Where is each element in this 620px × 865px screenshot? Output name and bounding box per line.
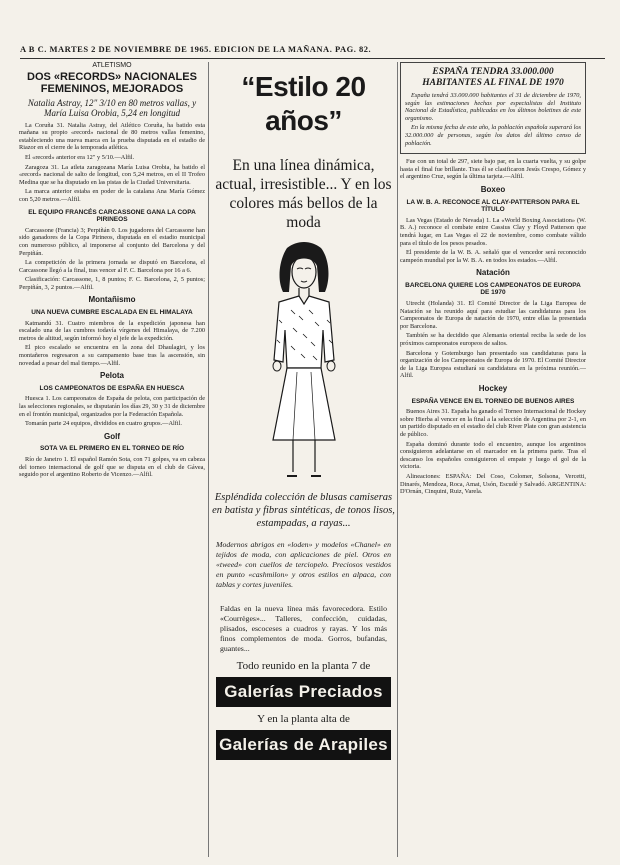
left-column — [19, 62, 205, 862]
natacion-paragraph-2: También se ha decidido que Alemania oriental reciba la sede de los próximos campeonatos europeos de saltos. — [400, 332, 586, 348]
ad-title: “Estilo 20 años” — [241, 71, 366, 136]
zaragoza-paragraph-2: La marca anterior estaba en poder de la catalana Ana María Gómez con 5,20 metros.—Alfil. — [19, 188, 205, 203]
natacion-section-title: Natación — [476, 268, 510, 278]
ad-body-skirts: Faldas en la nueva línea más favorecedora. Estilo «Courrèges»... Talleres, confección, cuidadas, plisados, escoceses a cuadros y rayas. Y los más finos complementos de moda. Gorros, bufandas, guantes... — [220, 604, 387, 653]
page-header: A B C. MARTES 2 DE NOVIEMBRE DE 1965. EDICION DE LA MAÑANA. PAG. 82. — [20, 44, 372, 54]
hockey-paragraph-2: España dominó durante todo el encuentro, aunque los argentinos consiguieron adelantarse en el marcador en la primera parte. Tras el descanso los españoles consiguieron el empate y luego el gol de la victoria. — [400, 440, 586, 471]
population-box-title: ESPAÑA TENDRA 33.000.000 HABITANTES AL FINAL DE 1970 — [422, 67, 564, 88]
natacion-paragraph-3: Barcelona y Gotemburgo han presentado sus candidaturas para la organización de los Campeonatos de Europa de 1970. El Comité Director de la Liga Europea estudiará su candidatura en la próxima reunión.—Alfil. — [400, 349, 586, 380]
montanismo-paragraph-2: El pico escalado se encuentra en la zona del Dhaulagiri, y los montañeros regresaron a su campamento base tras la ascensión, sin novedad a pesar del mal tiempo.—Alfil. — [19, 344, 205, 367]
header-rule — [20, 58, 605, 59]
records-paragraph: La Coruña 31. Natalia Astray, del Atlético Coruña, ha batido esta mañana su propio «record» nacional de 80 metros vallas femenino, estableciendo una nueva marca en la prueba disputada en el estadio de Riazor en el cierre de la temporada atlética. — [19, 121, 205, 152]
column-divider-right — [397, 62, 398, 857]
pelota-paragraph-1: Huesca 1. Los campeonatos de España de pelota, con participación de las selecciones regionales, se disputarán los días 29, 30 y 31 de diciembre en el frontón municipal, organizados por la Federación Española. — [19, 395, 205, 418]
rugby-headline: EL EQUIPO FRANCÉS CARCASSONE GANA LA COPA PIRINEOS — [28, 208, 196, 224]
hockey-section-title: Hockey — [478, 384, 508, 393]
golf-continued-paragraph: Fue con un total de 297, siete bajo par, en la cuarta vuelta, y su golpe hasta el final fue brillante. Tras él se clasificaron Jesús Crespo, Gómez y el argentino Cruz, según la última tarjeta.—Alfil. — [400, 158, 586, 181]
golf-paragraph-1: Río de Janeiro 1. El español Ramón Sota, con 71 golpes, va en cabeza del torneo internacional de golf que se disputa en el club de Gávea, seguido por el argentino Roberto de Vicenzo.—Alfil. — [19, 455, 205, 479]
golf-headline: SOTA VA EL PRIMERO EN EL TORNEO DE RÍO — [39, 445, 185, 453]
natacion-headline: BARCELONA QUIERE LOS CAMPEONATOS DE EUROPA DE 1970 — [405, 281, 581, 297]
column-divider-left — [208, 62, 209, 857]
records-subheadline: Natalia Astray, 12" 3/10 en 80 metros vallas, y María Luisa Orobia, 5,24 en longitud — [27, 97, 197, 118]
store-logo-arapiles: Galerías de Arapiles — [216, 730, 391, 760]
boxeo-paragraph-1: Las Vegas (Estado de Nevada) 1. La «World Boxing Association» (W. B. A.) reconoce el combate entre Cassius Clay y Floyd Patterson que tendrá lugar, en Las Vegas el 22 de noviembre, como combate válido para el título de los pesos pesados. — [400, 216, 586, 247]
population-paragraph-1: España tendrá 33.000.000 habitantes el 31 de diciembre de 1970, según las estimaciones hechas por especialistas del Instituto Nacional de Estadística, publicadas en los últimos boletines de este organismo. — [405, 92, 581, 122]
right-column — [400, 62, 586, 862]
population-paragraph-2: En la misma fecha de este año, la población española superará los 32.000.000 de personas, según los datos del último censo de población. — [405, 124, 581, 147]
pelota-headline: LOS CAMPEONATOS DE ESPAÑA EN HUESCA — [39, 384, 185, 392]
pelota-paragraph-2: Tomarán parte 24 equipos, divididos en cuatro grupos.—Alfil. — [25, 420, 182, 428]
hockey-headline: ESPAÑA VENCE EN EL TORNEO DE BUENOS AIRES — [411, 397, 575, 405]
boxeo-section-title: Boxeo — [480, 184, 506, 194]
fashion-model-illustration — [239, 240, 369, 485]
boxeo-headline: LA W. B. A. RECONOCE AL CLAY-PATTERSON PARA EL TÍTULO — [406, 198, 580, 214]
golf-section-title: Golf — [104, 431, 120, 441]
rugby-paragraph-1: Carcassone (Francia) 3; Perpiñán 0. Los jugadores del Carcassone han sido ganadores de la Copa Pirineos, disputada en el estadio municipal con numeroso público, al imponerse al conjunto del Barcelona y del Perpiñán. — [19, 226, 205, 257]
ad-body-blouses: Espléndida colección de blusas camiseras en batista y fibras sintéticas, de tonos lisos, estampadas, a rayas... — [212, 492, 395, 529]
rugby-paragraph-2: La competición de la primera jornada se disputó en Barcelona, el Carcassone llegó a la final, tras vencer al F. C. Barcelona por 16 a 6. — [19, 259, 205, 274]
advertisement — [212, 62, 395, 862]
hockey-paragraph-3: Alineaciones: ESPAÑA: Del Coso, Colomer, Solsona, Vercetti, Dinarés, Mendoza, Roca, Amat, Usón, Escudé y Salvadó. ARGENTINA: D'Ornán, Cinquini, Ruiz, Varela. — [400, 472, 586, 496]
records-headline: DOS «RECORDS» NACIONALES FEMENINOS, MEJORADOS — [27, 70, 197, 95]
ad-tagline: En una línea dinámica, actual, irresistible... Y en los colores más bellos de la moda — [215, 157, 392, 231]
store-logo-preciados: Galerías Preciados — [216, 677, 391, 707]
population-box — [400, 62, 586, 154]
ad-body-coats: Modernos abrigos en «loden» y modelos «Chanel» en tejidos de moda, con aplicaciones de piel. Otros en «tweed» con cuellos de terciopelo. Preciosos vestidos en punto «cashmilon» y otros estilos en alpaca, con tablas y cortes juveniles. — [216, 540, 391, 589]
records-paragraph-2: El «record» anterior era 12" y 5/10.—Alfil. — [25, 153, 135, 161]
boxeo-paragraph-2: El presidente de la W. B. A. señaló que el vencedor será reconocido campeón mundial por la W. B. A. en todos los estados.—Alfil. — [400, 249, 586, 264]
pelota-section-title: Pelota — [99, 371, 124, 381]
montanismo-section-title: Montañismo — [88, 295, 136, 305]
hockey-paragraph-1: Buenos Aires 31. España ha ganado el Torneo Internacional de Hockey sobre Hierba al vencer en la final a la selección de Argentina por 2-1, en un partido disputado en el estadio del club River Plate con gran asistencia de público. — [400, 408, 586, 438]
ad-store-line-1: Todo reunido en la planta 7 de — [236, 660, 371, 672]
zaragoza-paragraph: Zaragoza 31. La atleta zaragozana María Luisa Orobia, ha batido el «record» nacional de salto de longitud, con 5,24 metros, en el II Trofeo Medina que se ha disputado en las pistas de la Ciudad Universitaria. — [19, 163, 205, 186]
ad-store-line-2: Y en la planta alta de — [257, 713, 350, 725]
natacion-paragraph-1: Utrecht (Holanda) 31. El Comité Director de la Liga Europea de Natación se ha reunido aquí para estudiar las candidaturas para los Campeonatos de Europa de natación de 1970, entre ellas la presentada por Barcelona. — [400, 300, 586, 330]
rugby-paragraph-3: Clasificación: Carcassone, 1, 8 puntos; F. C. Barcelona, 2, 5 puntos; Perpiñán, 3, 2 puntos.—Alfil. — [19, 276, 205, 291]
atletismo-kicker: ATLETISMO — [92, 62, 132, 69]
montanismo-paragraph-1: Katmandú 31. Cuatro miembros de la expedición japonesa han escalado una de las cumbres todavía vírgenes del Himalaya, de 7.200 metros de altitud, según informó hoy el jefe de la expedición. — [19, 319, 205, 342]
montanismo-headline: UNA NUEVA CUMBRE ESCALADA EN EL HIMALAYA — [31, 309, 193, 317]
